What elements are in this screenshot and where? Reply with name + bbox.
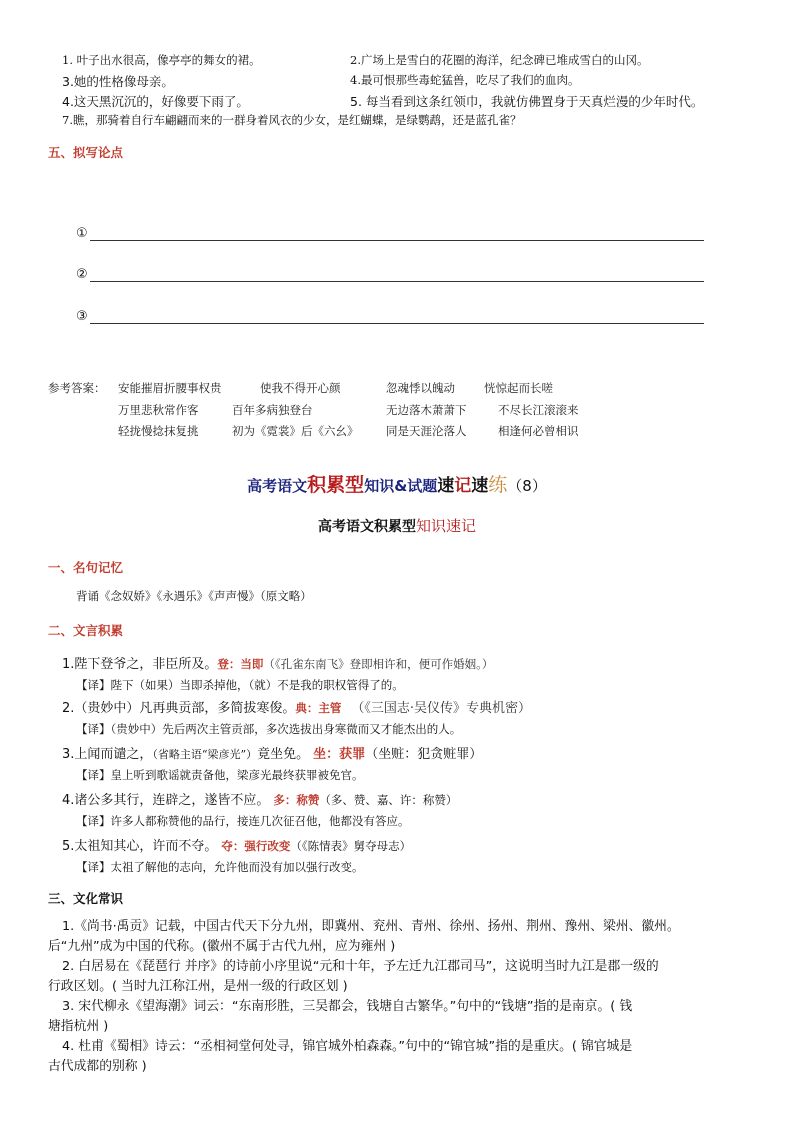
section-1-text: 背诵《念奴娇》《永遇乐》《声声慢》（原文略） bbox=[76, 589, 312, 603]
top-item-3: 3.她的性格像母亲。 bbox=[62, 74, 174, 89]
answer-2-4: 不尽长江滚滚来 bbox=[498, 403, 579, 417]
line-marker-1: ① bbox=[76, 226, 88, 241]
answer-3-1: 轻拢慢捻抹复挑 bbox=[118, 424, 199, 438]
page-title: 高考语文积累型知识&试题速记速练（8） bbox=[247, 474, 547, 496]
top-item-4: 4.最可恨那些毒蛇猛兽，吃尽了我们的血肉。 bbox=[350, 73, 580, 87]
wenyan-item-1: 1.陛下登爷之，非臣所及。登：当即（《孔雀东南飞》登即相许和，便可作婚姻。） bbox=[62, 657, 494, 672]
answer-1-2: 使我不得开心颜 bbox=[260, 381, 341, 395]
section-5-title: 五、拟写论点 bbox=[48, 145, 124, 160]
culture-para-3b: 塘指杭州 ) bbox=[48, 1019, 109, 1034]
culture-para-1b: 后“九州”成为中国的代称。(徽州不属于古代九州，应为雍州 ) bbox=[48, 939, 396, 954]
answer-2-3: 无边落木萧萧下 bbox=[386, 403, 467, 417]
culture-para-1a: 1.《尚书·禹贡》记载，中国古代天下分九州，即冀州、兖州、青州、徐州、扬州、荆州、豫州、梁州、徽州。 bbox=[62, 919, 680, 934]
answers-label: 参考答案： bbox=[48, 381, 106, 395]
answer-3-4: 相逢何必曾相识 bbox=[498, 424, 579, 438]
answer-2-1: 万里悲秋常作客 bbox=[118, 403, 199, 417]
top-item-1: 1. 叶子出水很高，像亭亭的舞女的裙。 bbox=[62, 53, 261, 67]
culture-para-2a: 2. 白居易在《琵琶行 并序》的诗前小序里说“元和十年，予左迁九江郡司马”，这说明当时九江是郡一级的 bbox=[62, 959, 659, 974]
answer-1-1: 安能摧眉折腰事权贵 bbox=[118, 381, 222, 395]
write-line-2[interactable] bbox=[90, 281, 704, 282]
wenyan-item-4: 4.诸公多其行，连辟之，遂皆不应。 多：称赞（多、赞、嘉、许：称赞） bbox=[62, 793, 458, 808]
culture-para-4b: 古代成都的别称 ) bbox=[48, 1059, 147, 1074]
top-item-2: 2.广场上是雪白的花圈的海洋，纪念碑已堆成雪白的山冈。 bbox=[350, 53, 649, 67]
wenyan-item-5: 5.太祖知其心，许而不夺。 夺：强行改变（《陈情表》舅夺母志） bbox=[62, 839, 412, 854]
sub-title: 高考语文积累型知识速记 bbox=[317, 517, 476, 535]
section-3-title: 三、文化常识 bbox=[48, 891, 124, 906]
write-line-3[interactable] bbox=[90, 323, 704, 324]
answer-3-3: 同是天涯沦落人 bbox=[386, 424, 467, 438]
section-1-title: 一、名句记忆 bbox=[48, 560, 124, 575]
line-marker-2: ② bbox=[76, 267, 88, 282]
culture-para-3a: 3. 宋代柳永《望海潮》词云：“东南形胜，三吴都会，钱塘自古繁华。”句中的“钱塘”指的是南京。( 钱 bbox=[62, 999, 633, 1014]
wenyan-trans-3: 【译】皇上听到歌谣就责备他，梁彦光最终获罪被免官。 bbox=[76, 768, 364, 782]
answer-3-2: 初为《霓裳》后《六幺》 bbox=[232, 424, 359, 438]
write-line-1[interactable] bbox=[90, 240, 704, 241]
top-item-7: 7.瞧，那骑着自行车翩翩而来的一群身着风衣的少女，是红蝴蝶，是绿鹦鹉，还是蓝孔雀？ bbox=[62, 113, 522, 127]
culture-para-4a: 4. 杜甫《蜀相》诗云：“丞相祠堂何处寻，锦官城外柏森森。”句中的“锦官城”指的是重庆。( 锦官城是 bbox=[62, 1039, 633, 1054]
answer-2-2: 百年多病独登台 bbox=[232, 403, 313, 417]
section-2-title: 二、文言积累 bbox=[48, 623, 124, 638]
answer-1-3: 忽魂悸以魄动 bbox=[386, 381, 455, 395]
wenyan-trans-2: 【译】（贵妙中）先后两次主管贡部，多次选拔出身寒微而又才能杰出的人。 bbox=[76, 722, 462, 736]
wenyan-trans-1: 【译】陛下（如果）当即杀掉他，（就）不是我的职权管得了的。 bbox=[76, 678, 404, 692]
top-item-5: 4.这天黑沉沉的，好像要下雨了。 bbox=[62, 94, 249, 109]
wenyan-item-2: 2.（贵妙中）凡再典贡部，多简拔寒俊。典：主管 （《三国志·吴仪传》专典机密） bbox=[62, 701, 532, 716]
wenyan-item-3: 3.上闻而谴之，（省略主语“梁彦光”）竟坐免。 坐：获罪（坐赃：犯贪赃罪） bbox=[62, 747, 483, 762]
wenyan-trans-4: 【译】许多人都称赞他的品行，接连几次征召他，他都没有答应。 bbox=[76, 814, 410, 828]
culture-para-2b: 行政区划。( 当时九江称江州，是州一级的行政区划 ) bbox=[48, 979, 348, 994]
answer-1-4: 恍惊起而长嗟 bbox=[484, 381, 553, 395]
top-item-6: 5. 每当看到这条红领巾，我就仿佛置身于天真烂漫的少年时代。 bbox=[350, 94, 704, 109]
line-marker-3: ③ bbox=[76, 309, 88, 324]
wenyan-trans-5: 【译】太祖了解他的志向，允许他而没有加以强行改变。 bbox=[76, 860, 364, 874]
